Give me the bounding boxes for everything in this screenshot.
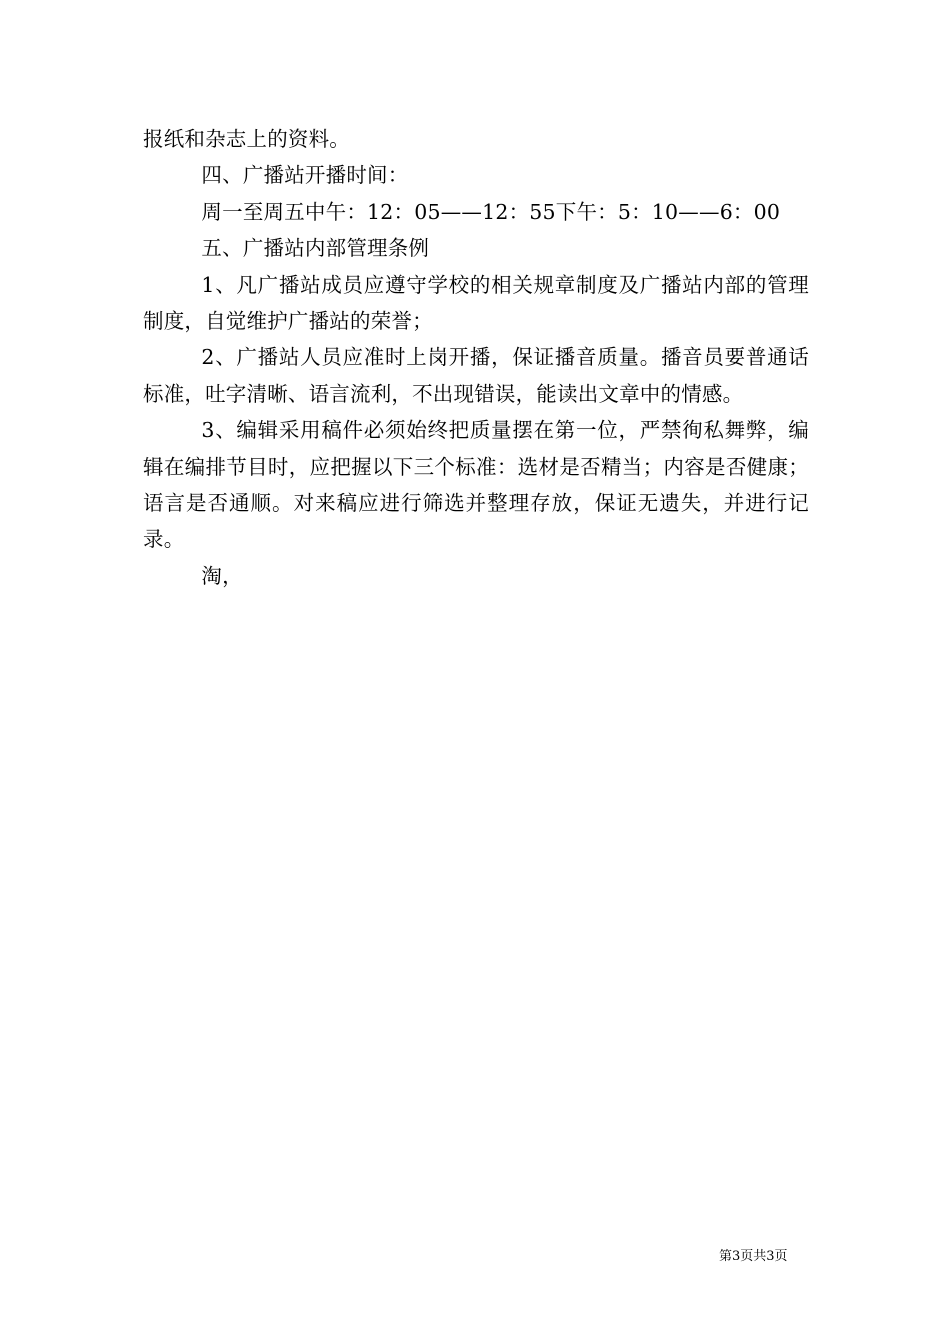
rule-item-3: 3、编辑采用稿件必须始终把质量摆在第一位，严禁徇私舞弊，编辑在编排节目时，应把握以下三个标准：选材是否精当；内容是否健康；语言是否通顺。对来稿应进行筛选并整理存放，保证无遗失，并进行记录。 — [143, 418, 809, 552]
rule-item-2: 2、广播站人员应准时上岗开播，保证播音质量。播音员要普通话标准，吐字清晰、语言流利，不出现错误，能读出文章中的情感。 — [143, 345, 809, 406]
paragraph-fragment: 淘， — [201, 563, 243, 588]
broadcast-schedule: 周一至周五中午：12：05——12：55下午：5：10——6：00 — [201, 199, 781, 224]
paragraph-continuation: 报纸和杂志上的资料。 — [143, 127, 350, 151]
section-heading-management-rules: 五、广播站内部管理条例 — [201, 236, 430, 261]
page-number: 第3页共3页 — [719, 1249, 788, 1264]
section-heading-broadcast-time: 四、广播站开播时间： — [201, 163, 409, 188]
rule-item-1: 1、凡广播站成员应遵守学校的相关规章制度及广播站内部的管理制度，自觉维护广播站的荣誉； — [143, 272, 809, 334]
document-body — [143, 121, 809, 594]
